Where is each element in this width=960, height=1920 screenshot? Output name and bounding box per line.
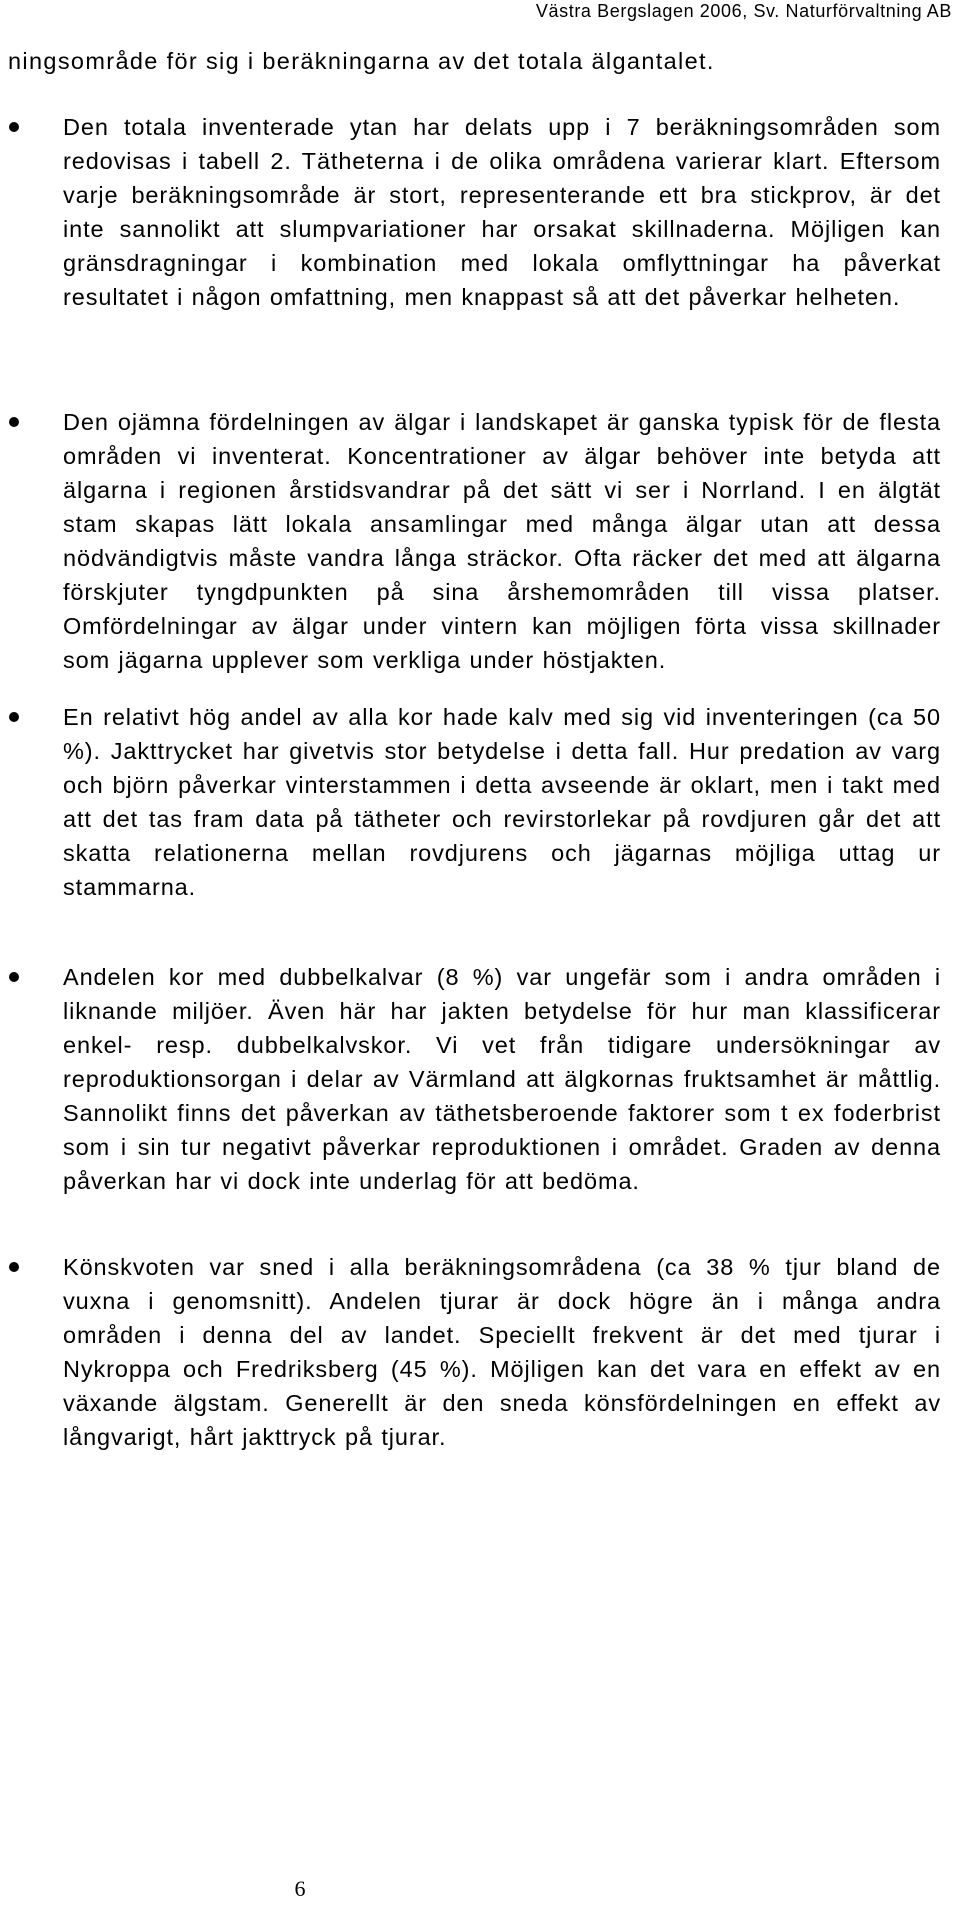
bullet-point-icon: [9, 1262, 19, 1272]
list-item-text: Könskvoten var sned i alla beräkningsområdena (ca 38 % tjur bland de vuxna i genomsnitt). Andelen tjurar är dock högre än i många andra områden i denna del av landet. Speciellt frekvent är det med tjurar i Nykroppa och Fredriksberg (45 %). Möjligen kan det vara en effekt av en växande älgstam. Generellt är den sneda könsfördelningen en effekt av långvarigt, hårt jakttryck på tjurar.: [63, 1254, 941, 1450]
page-number: 6: [294, 1876, 306, 1901]
bullet-point-icon: [9, 122, 19, 132]
bullet-point-icon: [9, 712, 19, 722]
running-header: Västra Bergslagen 2006, Sv. Naturförvaltning AB: [535, 1, 952, 21]
bullet-point-icon: [9, 417, 19, 427]
bullet-point-icon: [9, 972, 19, 982]
list-item-text: Den ojämna fördelningen av älgar i landskapet är ganska typisk för de flesta områden vi inventerat. Koncentrationer av älgar behöver inte betyda att älgarna i regionen årstidsvandrar på det sätt vi ser i Norrland. I en älgtät stam skapas lätt lokala ansamlingar med många älgar utan att dessa nödvändigtvis måste vandra långa sträckor. Ofta räcker det med att älgarna förskjuter tyngdpunkten på sina årshemområden till vissa platser. Omfördelningar av älgar under vintern kan möjligen förta vissa skillnader som jägarna upplever som verkliga under höstjakten.: [63, 409, 941, 673]
list-item-text: Andelen kor med dubbelkalvar (8 %) var ungefär som i andra områden i liknande miljöer. Även här har jakten betydelse för hur man klassificerar enkel- resp. dubbelkalvskor. Vi vet från tidigare undersökningar av reproduktionsorgan i delar av Värmland att älgkornas fruktsamhet är måttlig. Sannolikt finns det påverkan av täthetsberoende faktorer som t ex foderbrist som i sin tur negativt påverkar reproduktionen i området. Graden av denna påverkan har vi dock inte underlag för att bedöma.: [63, 964, 941, 1194]
continued-paragraph: ningsområde för sig i beräkningarna av det totala älgantalet.: [8, 48, 715, 74]
list-item-text: En relativt hög andel av alla kor hade kalv med sig vid inventeringen (ca 50 %). Jakttrycket har givetvis stor betydelse i detta fall. Hur predation av varg och björn påverkar vinterstammen i detta avseende är oklart, men i takt med att det tas fram data på tätheter och revirstorlekar på rovdjuren går det att skatta relationerna mellan rovdjurens och jägarnas möjliga uttag ur stammarna.: [63, 704, 941, 900]
list-item-text: Den totala inventerade ytan har delats upp i 7 beräkningsområden som redovisas i tabell 2. Tätheterna i de olika områdena varierar klart. Eftersom varje beräkningsområde är stort, representerande ett bra stickprov, är det inte sannolikt att slumpvariationer har orsakat skillnaderna. Möjligen kan gränsdragningar i kombination med lokala omflyttningar ha påverkat resultatet i någon omfattning, men knappast så att det påverkar helheten.: [63, 114, 941, 310]
